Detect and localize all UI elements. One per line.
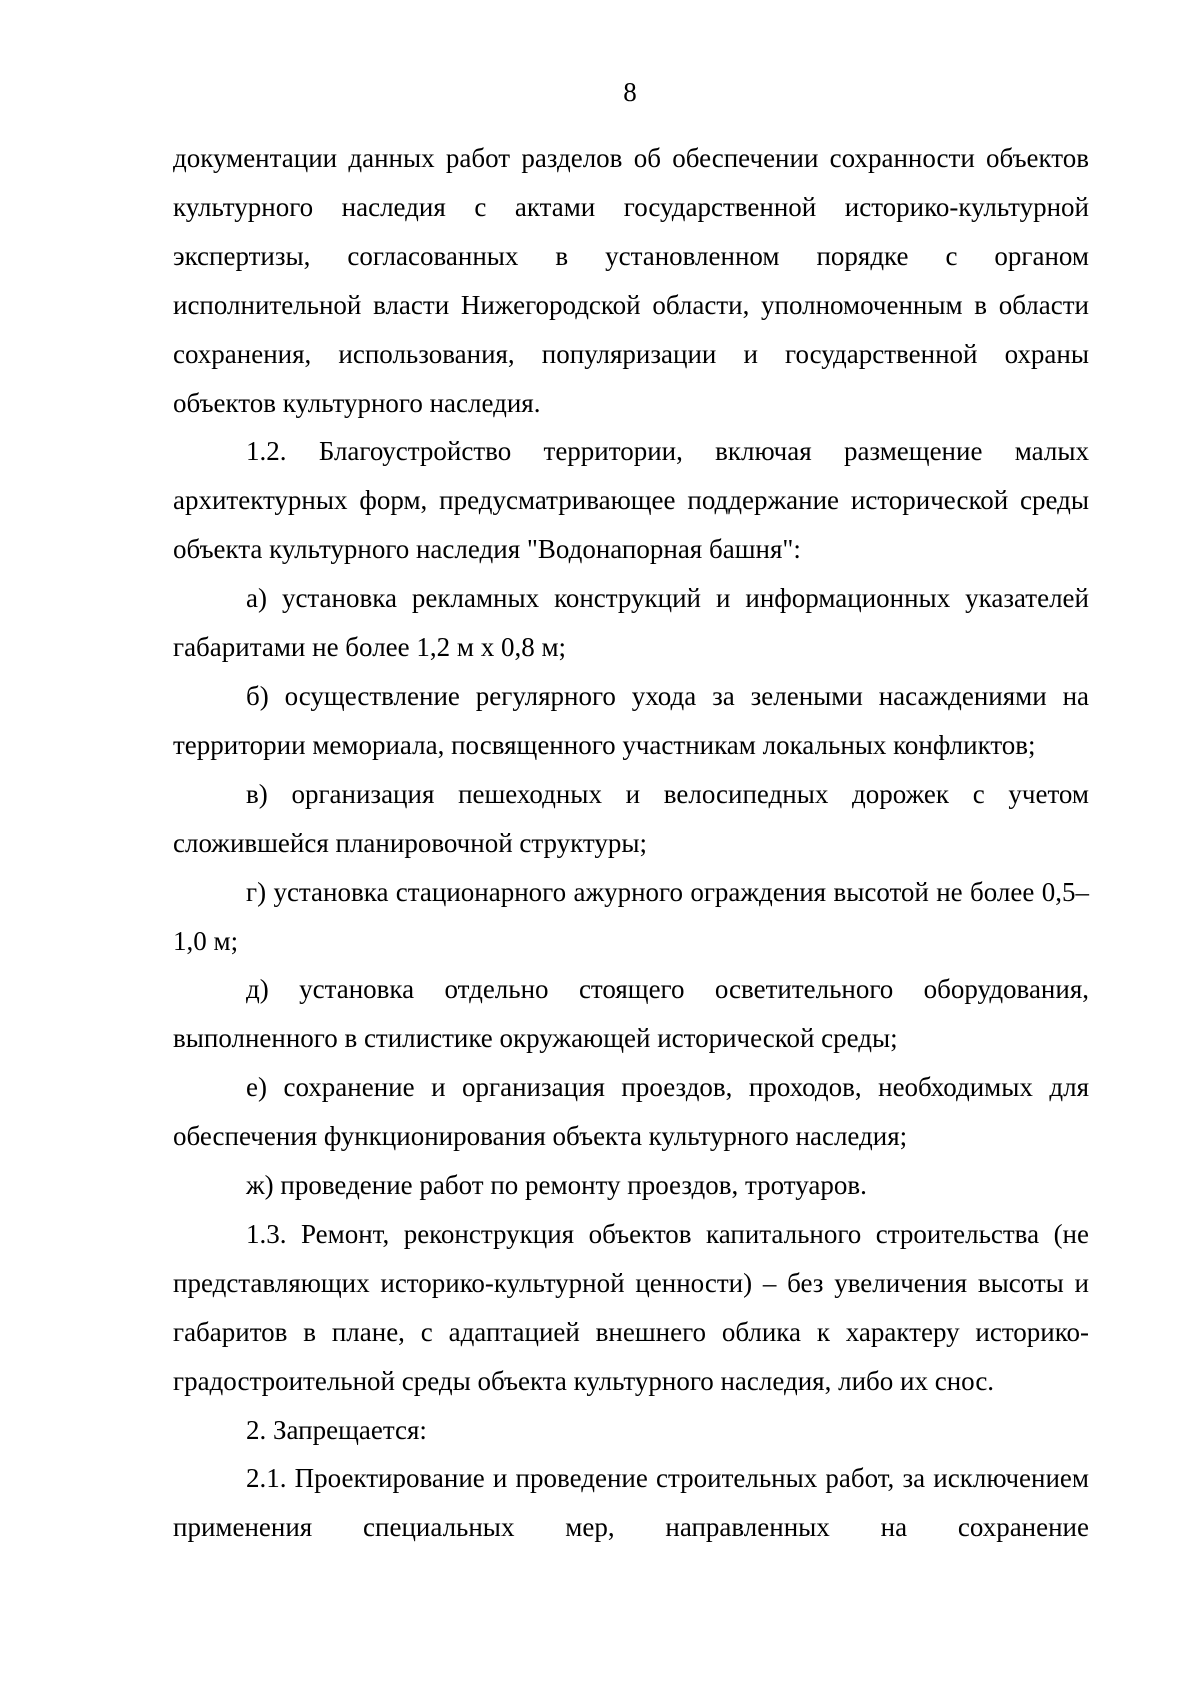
paragraph-continuation: документации данных работ разделов об обеспечении сохранности объектов культурного наследия с актами государственной историко-культурной экспертизы, согласованных в установленном порядке с органом исполнительной власти Нижегородской области, уполномоченным в области сохранения, использования, популяризации и государственной охраны объектов культурного наследия. (173, 143, 1089, 418)
list-item-v: в) организация пешеходных и велосипедных дорожек с учетом сложившейся планировочной структуры; (173, 778, 1089, 858)
list-item-e: е) сохранение и организация проездов, проходов, необходимых для обеспечения функционирования объекта культурного наследия; (173, 1072, 1089, 1152)
list-item-a: а) установка рекламных конструкций и информационных указателей габаритами не более 1,2 м х 0,8 м; (173, 583, 1089, 663)
document-body (173, 134, 1089, 1552)
list-item-g: г) установка стационарного ажурного ограждения высотой не более 0,5–1,0 м; (173, 876, 1089, 956)
paragraph-2: 2. Запрещается: (246, 1414, 427, 1445)
page-number: 8 (623, 77, 637, 107)
list-item-d: д) установка отдельно стоящего осветительного оборудования, выполненного в стилистике окружающей исторической среды; (173, 974, 1089, 1054)
paragraph-1-2: 1.2. Благоустройство территории, включая размещение малых архитектурных форм, предусматривающее поддержание исторической среды объекта культурного наследия "Водонапорная башня": (173, 436, 1089, 565)
paragraph-1-3: 1.3. Ремонт, реконструкция объектов капитального строительства (не представляющих историко-культурной ценности) – без увеличения высоты и габаритов в плане, с адаптацией внешнего облика к характеру историко-градостроительной среды объекта культурного наследия, либо их снос. (173, 1218, 1089, 1396)
list-item-b: б) осуществление регулярного ухода за зелеными насаждениями на территории мемориала, посвященного участникам локальных конфликтов; (173, 680, 1089, 760)
paragraph-2-1: 2.1. Проектирование и проведение строительных работ, за исключением применения специальных мер, направленных на сохранение (173, 1463, 1089, 1543)
list-item-zh: ж) проведение работ по ремонту проездов, тротуаров. (246, 1170, 867, 1201)
